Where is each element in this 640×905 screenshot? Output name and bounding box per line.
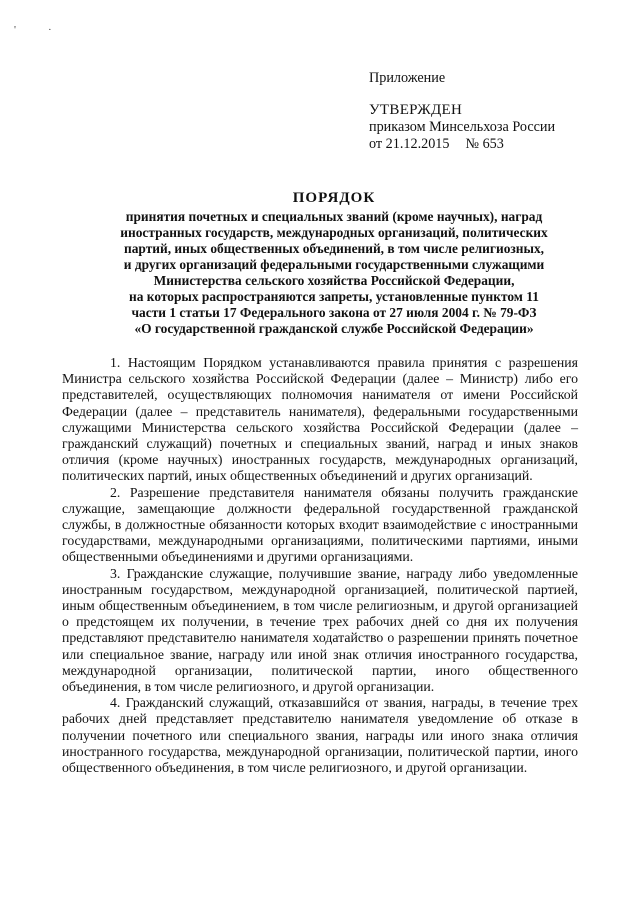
subtitle-line: иностранных государств, международных организаций, политических	[120, 225, 548, 240]
paragraph-3: 3. Гражданские служащие, получившие звание, награду либо уведомленные иностранным государством, международной организацией, политической партией, иным общественным объединением, в том числе религиозным, и другой организацией о предстоящем их получении, в течение трех рабочих дней со дня их получения представляют представителю нанимателя ходатайство о разрешении принять почетное или специальное звание, награду или иной знак отличия иностранного государства, международной организации, политической партии, иного общественного объединения, в том числе религиозного, и другой организации.	[62, 565, 578, 695]
approving-order: приказом Минсельхоза России	[369, 119, 556, 135]
subtitle-line: принятия почетных и специальных званий (кроме научных), наград	[125, 209, 543, 224]
order-date: от 21.12.2015	[369, 136, 450, 152]
document-body	[62, 355, 578, 776]
subtitle-line: части 1 статьи 17 Федерального закона от 27 июля 2004 г. № 79-ФЗ	[131, 305, 537, 320]
paragraph-2: 2. Разрешение представителя нанимателя обязаны получить гражданские служащие, замещающие должности федеральной государственной гражданской службы, в должностные обязанности которых входит взаимодействие с иностранными государствами, международными организациями, политическими партиями, иными общественными объединениями и другими организациями.	[62, 484, 578, 565]
scan-speck: '	[14, 24, 16, 36]
appendix-label: Приложение	[369, 70, 446, 86]
paragraph-1: 1. Настоящим Порядком устанавливаются правила принятия с разрешения Министра сельского хозяйства Российской Федерации (далее – Министр) либо его представителей, осуществляющих полномочия нанимателя от имени Российской Федерации (далее – представитель нанимателя), федеральными государственными служащими Министерства сельского хозяйства Российской Федерации (далее – гражданский служащий) почетных и специальных званий, наград и иных знаков отличия (кроме научных) иностранных государств, международных организаций, политических партий, иных общественных объединений и других организаций.	[62, 355, 578, 484]
order-number: № 653	[465, 136, 504, 152]
subtitle-line: и других организаций федеральными государственными служащими	[123, 257, 545, 272]
scan-speck: ·	[48, 24, 52, 36]
subtitle-line: Министерства сельского хозяйства Российской Федерации,	[153, 273, 515, 288]
approval-block	[369, 70, 555, 153]
paragraph-4: 4. Гражданский служащий, отказавшийся от звания, награды, в течение трех рабочих дней представляет представителю нанимателя уведомление об отказе в получении почетного или специального звания, награды или иного знака отличия иностранного государства, международной организации, политической партии, иного общественного объединения, в том числе религиозного, и другой организации.	[62, 695, 578, 776]
approved-label: УТВЕРЖДЕН	[369, 102, 463, 118]
document-title: ПОРЯДОК	[292, 190, 376, 206]
order-date-number	[369, 136, 555, 153]
subtitle-line: на которых распространяются запреты, установленные пунктом 11	[129, 289, 539, 304]
document-heading	[92, 189, 576, 337]
subtitle-line: «О государственной гражданской службе Российской Федерации»	[134, 321, 534, 336]
subtitle-line: партий, иных общественных объединений, в том числе религиозных,	[124, 241, 544, 256]
